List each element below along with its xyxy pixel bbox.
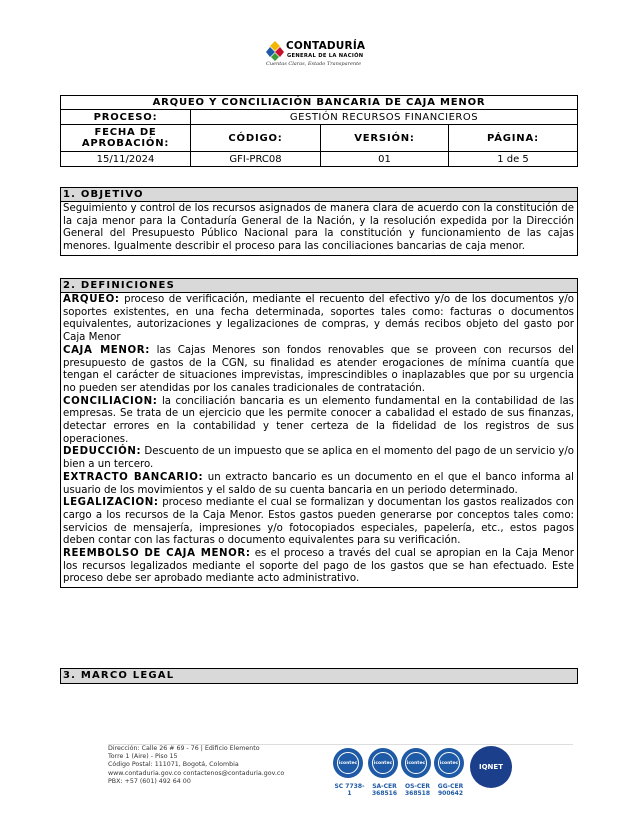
- cert-code: SC 7738-1: [334, 783, 365, 797]
- footer-line: Dirección: Calle 26 # 69 - 76 | Edificio Elemento: [108, 745, 260, 752]
- footer-line: PBX: +57 (601) 492 64 00: [108, 777, 191, 785]
- definition-text: proceso mediante el cual se formalizan y documentan los gastos realizados con cargo a los recursos de la Caja Menor. Estos gastos pueden generarse por conceptos tales como: servicios de mensajería, impresiones y/o fotocopiados especiales, papelería, etc., estos pagos deben contar con las facturas o documento equivalentes para su verificación.: [63, 497, 574, 547]
- cert-code: OS-CER 368518: [404, 783, 431, 797]
- definition-text: las Cajas Menores son fondos renovables que se proveen con recursos del presupuesto de gastos de la CGN, su finalidad es atender erogaciones de mínima cuantía que tengan el carácter de situaciones imprevistas, imprescindibles o inaplazables que por su urgencia no pueden ser atendidas por los canales tradicionales de contratación.: [63, 344, 574, 394]
- footer-line: Torre 1 (Aire) - Piso 15: [108, 753, 178, 761]
- page-label: PÁGINA:: [449, 125, 578, 152]
- iqnet-icon: [470, 746, 512, 788]
- approval-date-value: 15/11/2024: [61, 152, 191, 167]
- cert-code: SA-CER 368516: [371, 783, 398, 797]
- logo-subtitle: GENERAL DE LA NACIÓN: [287, 53, 364, 59]
- section-heading: 2. DEFINICIONES: [61, 279, 577, 293]
- certification-badge: [333, 748, 366, 806]
- document-title: ARQUEO Y CONCILIACIÓN BANCARIA DE CAJA MENOR: [61, 96, 578, 110]
- definition-term: CAJA MENOR:: [63, 344, 150, 356]
- page-value: 1 de 5: [449, 152, 578, 167]
- process-label: PROCESO:: [61, 110, 191, 125]
- icontec-icon: icontec: [401, 748, 431, 778]
- definition-term: EXTRACTO BANCARIO:: [63, 471, 204, 483]
- section-heading: 1. OBJETIVO: [61, 188, 577, 202]
- definition-text: Descuento de un impuesto que se aplica en el momento del pago de un servicio y/o bien a un tercero.: [63, 446, 574, 471]
- icontec-icon: icontec: [333, 748, 363, 778]
- definition-item: [63, 497, 574, 548]
- logo-mark-icon: [266, 40, 284, 62]
- cert-code: GG-CER 900642: [437, 783, 464, 797]
- section-heading: 3. MARCO LEGAL: [61, 669, 577, 683]
- document-header-table: [60, 95, 578, 167]
- section-marco-legal: [60, 668, 578, 684]
- definition-term: ARQUEO:: [63, 294, 120, 305]
- definition-term: LEGALIZACION:: [63, 497, 159, 509]
- definition-term: DEDUCCIÓN:: [63, 446, 142, 458]
- iqnet-label: IQNET: [479, 763, 503, 771]
- definition-term: CONCILIACION:: [63, 395, 158, 407]
- definition-text: es el proceso a través del cual se apropian en la Caja Menor los recursos legalizados mediante el soporte del pago de los gastos que se han efectuado. Este proceso debe ser aprobado mediante acto administrativo.: [63, 548, 574, 585]
- version-value: 01: [321, 152, 449, 167]
- section-objetivo: [60, 187, 578, 256]
- icontec-icon: icontec: [368, 748, 398, 778]
- contaduria-logo: [266, 40, 376, 70]
- certification-badge: [401, 748, 434, 806]
- logo-tagline: Cuentas Claras, Estado Transparente: [266, 61, 362, 67]
- definition-item: [63, 446, 574, 471]
- footer-address: [108, 745, 328, 786]
- definition-text: un extracto bancario es un documento en el que el banco informa al usuario de los movimientos y el saldo de su cuenta bancaria en un periodo determinado.: [63, 471, 574, 496]
- definition-text: proceso de verificación, mediante el recuento del efectivo y/o de los documentos y/o soportes existentes, en una fecha determinada, soportes tales como: facturas o documentos equivalentes, autorizaciones y legalizaciones de compras, y demás recibos objeto del gasto por Caja Menor: [63, 294, 574, 344]
- code-value: GFI-PRC08: [191, 152, 321, 167]
- definition-item: [63, 345, 574, 396]
- definition-item: [63, 548, 574, 586]
- section-definiciones: [60, 278, 578, 588]
- objetivo-text: Seguimiento y control de los recursos asignados de manera clara de acuerdo con la constitución de la caja menor para la Contaduría General de la Nación, y la resolución expedida por la Dirección General del Presupuesto Público Nacional para la constitución y funcionamiento de las cajas menores. Igualmente describir el proceso para las conciliaciones bancarias de caja menor.: [63, 203, 574, 253]
- footer-line: www.contaduria.gov.co contactenos@contaduria.gov.co: [108, 769, 285, 777]
- logo-title: CONTADURÍA: [286, 40, 366, 52]
- definition-term: REEMBOLSO DE CAJA MENOR:: [63, 548, 251, 560]
- definition-item: [63, 294, 574, 345]
- approval-date-label: FECHA DE APROBACIÓN:: [61, 125, 191, 152]
- version-label: VERSIÓN:: [321, 125, 449, 152]
- definitions-list: [61, 293, 577, 587]
- definition-item: [63, 472, 574, 497]
- certification-badge: [434, 748, 467, 806]
- icontec-icon: icontec: [434, 748, 464, 778]
- process-value: GESTIÓN RECURSOS FINANCIEROS: [191, 110, 578, 125]
- code-label: CÓDIGO:: [191, 125, 321, 152]
- certification-badge: [368, 748, 401, 806]
- definition-item: [63, 396, 574, 447]
- footer-line: Código Postal: 111071, Bogotá, Colombia: [108, 761, 239, 769]
- definition-text: la conciliación bancaria es un elemento fundamental en la contabilidad de las empresas. Se trata de un ejercicio que les permite conocer a cabalidad el estado de sus finanzas, detectar errores en la contabilidad y tener certeza de la fidelidad de los registros de sus operaciones.: [63, 395, 574, 445]
